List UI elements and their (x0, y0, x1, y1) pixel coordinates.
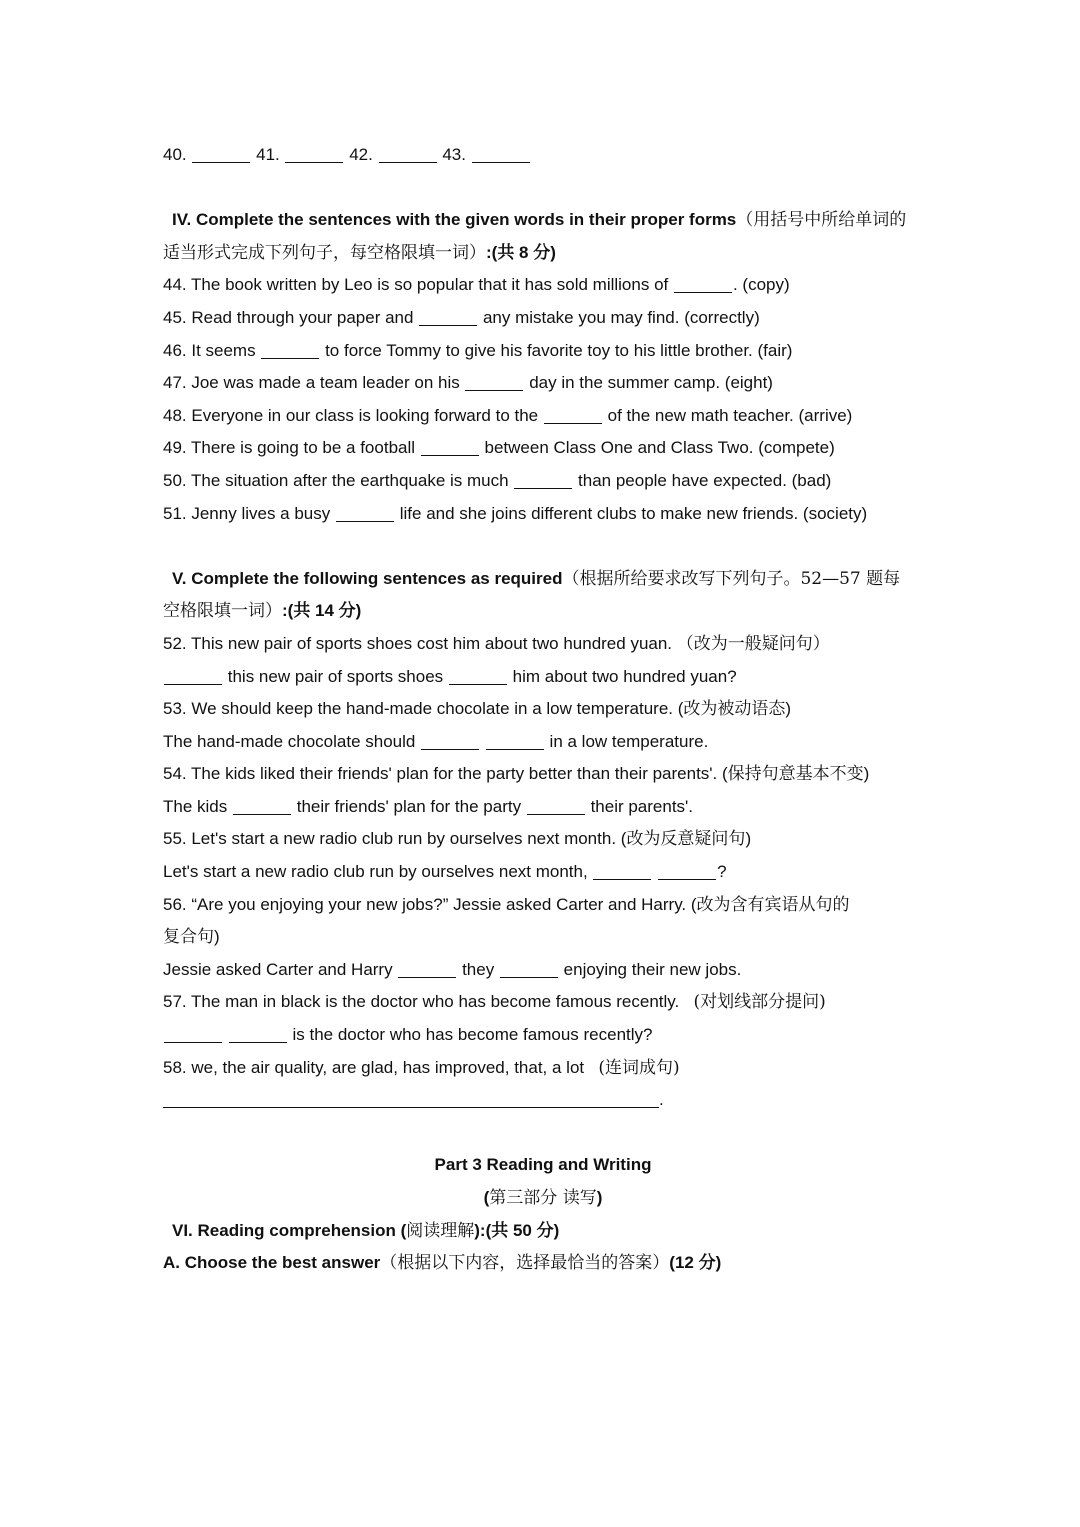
answer-row (163, 139, 923, 172)
part3-subtitle-close: ) (596, 1188, 603, 1207)
q50-hint: than people have expected. (bad) (578, 470, 832, 490)
q55-answer-text-2: ? (717, 862, 727, 882)
q45-text: 45. Read through your paper and (163, 307, 414, 327)
question-47 (163, 367, 923, 400)
q45-blank[interactable] (419, 307, 477, 326)
q53-answer-text-2: in a low temperature. (549, 731, 709, 751)
q51-hint: life and she joins different clubs to make new friends. (society) (399, 503, 868, 523)
part3-subtitle-open: ( (483, 1188, 490, 1207)
q58-requirement: (连词成句) (598, 1057, 680, 1078)
q47-blank[interactable] (465, 372, 523, 391)
section5-heading-cn2: 空格限填一词） (163, 601, 282, 622)
question-52 (163, 628, 923, 661)
q52-blank-2[interactable] (449, 666, 507, 685)
section4-heading-cn2: 适当形式完成下列句子，每空格限填一词） (163, 242, 486, 263)
q44-hint: . (copy) (732, 275, 790, 295)
q56-blank-1[interactable] (398, 959, 456, 978)
answer-52 (163, 661, 923, 694)
q54-paren: ) (863, 764, 870, 784)
q53-requirement: 改为被动语态 (683, 699, 786, 720)
answer-label-41: 41. (256, 145, 280, 164)
q52-answer-text-1: this new pair of sports shoes (227, 666, 444, 686)
part-a-heading-en: A. Choose the best answer (163, 1253, 381, 1273)
answer-blank-43[interactable] (472, 144, 530, 163)
section4-score: :(共 8 分) (486, 242, 556, 262)
part-a-score: (12 分) (669, 1253, 722, 1273)
q56-answer-text-1: Jessie asked Carter and Harry (163, 959, 393, 979)
question-58 (163, 1052, 923, 1085)
q56-text: 56. “Are you enjoying your new jobs?” Jessie asked Carter and Harry. ( (163, 894, 697, 914)
q54-answer-text-1: The kids (163, 796, 228, 816)
q57-blank-2[interactable] (229, 1024, 287, 1043)
part3-subtitle (163, 1182, 923, 1215)
answer-55 (163, 856, 923, 889)
q46-blank[interactable] (261, 340, 319, 359)
q56-answer-text-3: enjoying their new jobs. (563, 959, 742, 979)
q55-answer-text-1: Let's start a new radio club run by ourselves next month, (163, 862, 588, 882)
q55-text: 55. Let's start a new radio club run by ourselves next month. ( (163, 829, 627, 849)
answer-label-42: 42. (349, 145, 373, 164)
question-54 (163, 758, 923, 791)
q55-blank-2[interactable] (658, 861, 716, 880)
question-46 (163, 335, 923, 368)
q54-blank-2[interactable] (527, 796, 585, 815)
q45-hint: any mistake you may find. (correctly) (482, 307, 760, 327)
q58-text: 58. we, the air quality, are glad, has improved, that, a lot (163, 1057, 585, 1077)
q57-blank-1[interactable] (164, 1024, 222, 1043)
q51-text: 51. Jenny lives a busy (163, 503, 331, 523)
q58-blank[interactable] (163, 1089, 659, 1108)
q57-answer-text: is the doctor who has become famous recently? (292, 1025, 653, 1045)
question-44 (163, 269, 923, 302)
q57-requirement: (对划线部分提问) (693, 992, 826, 1013)
answer-54 (163, 791, 923, 824)
q52-answer-text-2: him about two hundred yuan? (512, 666, 737, 686)
answer-label-43: 43. (442, 145, 466, 164)
section4-heading-cn: （用括号中所给单词的 (736, 210, 907, 231)
q48-text: 48. Everyone in our class is looking forward to the (163, 405, 539, 425)
q50-blank[interactable] (514, 470, 572, 489)
q51-blank[interactable] (336, 503, 394, 522)
q56-blank-2[interactable] (500, 959, 558, 978)
q54-answer-text-2: their friends' plan for the party (296, 796, 522, 816)
spacer (163, 530, 923, 563)
part3-title: Part 3 Reading and Writing (434, 1155, 652, 1175)
q56-requirement: 改为含有宾语从句的 (696, 894, 850, 915)
q48-blank[interactable] (544, 405, 602, 424)
q46-text: 46. It seems (163, 340, 256, 360)
q56-requirement-cont: 复合句 (163, 927, 214, 948)
question-51 (163, 498, 923, 531)
q46-hint: to force Tommy to give his favorite toy to his little brother. (fair) (325, 340, 793, 360)
question-57 (163, 986, 923, 1019)
part3-subtitle-cn: 第三部分 读写 (489, 1188, 597, 1208)
q54-requirement: 保持句意基本不变 (727, 764, 864, 785)
answer-53 (163, 726, 923, 759)
answer-58 (163, 1084, 923, 1117)
q50-text: 50. The situation after the earthquake is much (163, 470, 509, 490)
answer-blank-41[interactable] (285, 144, 343, 163)
answer-blank-42[interactable] (379, 144, 437, 163)
q58-period: . (659, 1090, 664, 1110)
part-a-heading-cn: （根据以下内容，选择最恰当的答案） (380, 1253, 670, 1274)
q53-paren: ) (785, 699, 792, 719)
q53-blank-2[interactable] (486, 731, 544, 750)
worksheet-page (163, 139, 923, 1280)
section5-heading-cont (163, 595, 923, 628)
question-48 (163, 400, 923, 433)
answer-label-40: 40. (163, 145, 187, 164)
q49-text: 49. There is going to be a football (163, 438, 416, 458)
q56-paren: ) (214, 927, 220, 947)
q49-hint: between Class One and Class Two. (compete) (484, 438, 835, 458)
section6-heading (163, 1215, 923, 1248)
section6-score: ):(共 50 分) (474, 1220, 560, 1240)
q56-answer-text-2: they (462, 959, 495, 979)
answer-56 (163, 954, 923, 987)
section5-score: :(共 14 分) (282, 601, 362, 621)
question-56-cont (163, 921, 923, 954)
q54-answer-text-3: their parents'. (590, 796, 694, 816)
q53-text: 53. We should keep the hand-made chocolate in a low temperature. ( (163, 699, 684, 719)
q52-requirement: （改为一般疑问句） (676, 633, 830, 654)
section4-heading-cont (163, 237, 923, 270)
section5-heading (163, 563, 923, 596)
q55-requirement: 改为反意疑问句 (626, 829, 746, 850)
q55-paren: ) (745, 829, 752, 849)
spacer (163, 1117, 923, 1150)
q49-blank[interactable] (421, 437, 479, 456)
section6-heading-en: VI. Reading comprehension ( (172, 1220, 407, 1240)
question-45 (163, 302, 923, 335)
q52-blank-1[interactable] (164, 666, 222, 685)
question-53 (163, 693, 923, 726)
q54-blank-1[interactable] (233, 796, 291, 815)
q57-text: 57. The man in black is the doctor who has become famous recently. (163, 992, 680, 1012)
section5-heading-cn: （根据所给要求改写下列句子。52—57 题每 (562, 568, 901, 589)
q47-text: 47. Joe was made a team leader on his (163, 373, 460, 393)
q44-blank[interactable] (674, 274, 732, 293)
part-a-heading (163, 1247, 923, 1280)
question-49 (163, 432, 923, 465)
question-50 (163, 465, 923, 498)
section4-heading-en: IV. Complete the sentences with the given words in their proper forms (172, 210, 737, 230)
q53-blank-1[interactable] (421, 731, 479, 750)
section4-heading (163, 204, 923, 237)
question-55 (163, 823, 923, 856)
answer-blank-40[interactable] (192, 144, 250, 163)
q54-text: 54. The kids liked their friends' plan for the party better than their parents'. ( (163, 764, 728, 784)
q55-blank-1[interactable] (593, 861, 651, 880)
q44-text: 44. The book written by Leo is so popular that it has sold millions of (163, 275, 669, 295)
q53-answer-text-1: The hand-made chocolate should (163, 731, 416, 751)
answer-57 (163, 1019, 923, 1052)
section6-heading-cn: 阅读理解 (406, 1220, 475, 1241)
section5-heading-en: V. Complete the following sentences as required (172, 568, 563, 588)
question-56 (163, 889, 923, 922)
q47-hint: day in the summer camp. (eight) (529, 373, 773, 393)
q48-hint: of the new math teacher. (arrive) (607, 405, 853, 425)
q52-text: 52. This new pair of sports shoes cost him about two hundred yuan. (163, 633, 673, 653)
spacer (163, 172, 923, 205)
